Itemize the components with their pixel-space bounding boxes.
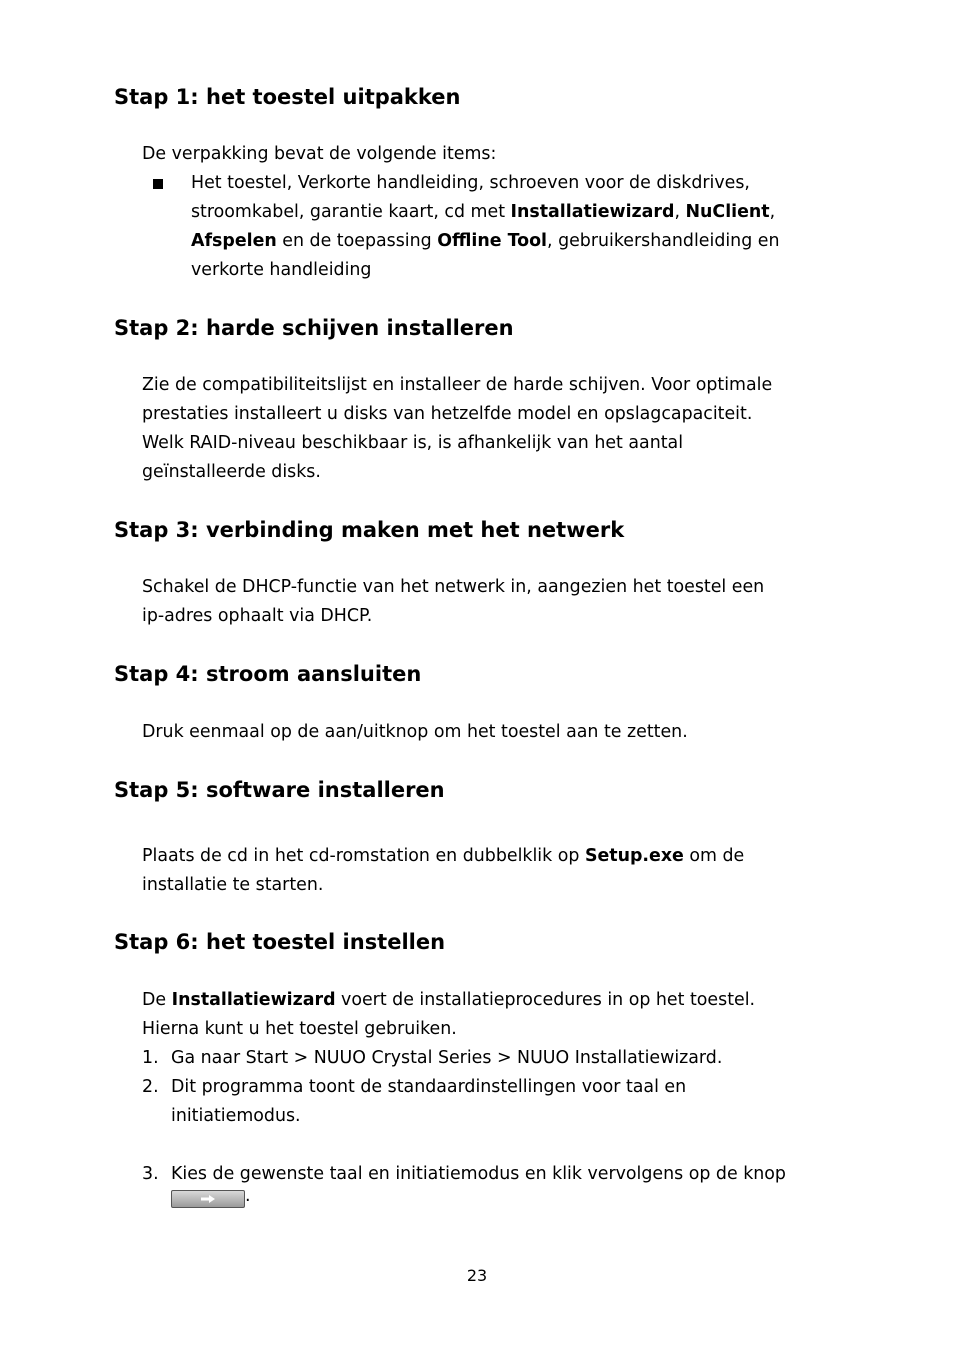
arrow-right-icon xyxy=(200,1194,216,1204)
list-item-text: Ga naar Start > NUUO Crystal Series > NUUO Installatiewizard. xyxy=(171,1048,723,1068)
step-6-line-2: Hierna kunt u het toestel gebruiken. xyxy=(142,1019,457,1039)
sentence-period: . xyxy=(245,1186,251,1206)
step-2-line-4: geïnstalleerde disks. xyxy=(142,462,321,482)
list-item-text: Dit programma toont de standaardinstellingen voor taal en xyxy=(171,1077,687,1097)
next-button[interactable] xyxy=(171,1190,245,1208)
list-item-number: 2. xyxy=(142,1077,159,1097)
list-item-number: 1. xyxy=(142,1048,159,1068)
step-6-heading: Stap 6: het toestel instellen xyxy=(114,930,446,954)
step-1-intro: De verpakking bevat de volgende items: xyxy=(142,144,497,164)
step-5-line-2: installatie te starten. xyxy=(142,875,324,895)
step-4-heading: Stap 4: stroom aansluiten xyxy=(114,662,422,686)
step-1-bullet-line-1: Het toestel, Verkorte handleiding, schroeven voor de diskdrives, xyxy=(191,173,750,193)
step-1-bullet-line-4: verkorte handleiding xyxy=(191,260,372,280)
step-4-line-1: Druk eenmaal op de aan/uitknop om het toestel aan te zetten. xyxy=(142,722,688,742)
step-2-line-3: Welk RAID-niveau beschikbaar is, is afhankelijk van het aantal xyxy=(142,433,684,453)
step-2-line-1: Zie de compatibiliteitslijst en installeer de harde schijven. Voor optimale xyxy=(142,375,773,395)
list-item-number: 3. xyxy=(142,1164,159,1184)
step-6-line-1: De Installatiewizard voert de installatieprocedures in op het toestel. xyxy=(142,990,756,1010)
bullet-square-icon xyxy=(153,179,163,189)
step-5-line-1: Plaats de cd in het cd-romstation en dubbelklik op Setup.exe om de xyxy=(142,846,745,866)
list-item-text: initiatiemodus. xyxy=(171,1106,301,1126)
step-1-bullet-line-3: Afspelen en de toepassing Offline Tool, gebruikershandleiding en xyxy=(191,231,780,251)
step-5-heading: Stap 5: software installeren xyxy=(114,778,445,802)
page-number: 23 xyxy=(466,1266,488,1285)
list-item-text: Kies de gewenste taal en initiatiemodus en klik vervolgens op de knop xyxy=(171,1164,786,1184)
step-1-bullet-line-2: stroomkabel, garantie kaart, cd met Installatiewizard, NuClient, xyxy=(191,202,776,222)
step-2-line-2: prestaties installeert u disks van hetzelfde model en opslagcapaciteit. xyxy=(142,404,753,424)
step-3-heading: Stap 3: verbinding maken met het netwerk xyxy=(114,518,625,542)
step-3-line-1: Schakel de DHCP-functie van het netwerk in, aangezien het toestel een xyxy=(142,577,765,597)
step-3-line-2: ip-adres ophaalt via DHCP. xyxy=(142,606,373,626)
step-1-heading: Stap 1: het toestel uitpakken xyxy=(114,85,461,109)
step-2-heading: Stap 2: harde schijven installeren xyxy=(114,316,514,340)
